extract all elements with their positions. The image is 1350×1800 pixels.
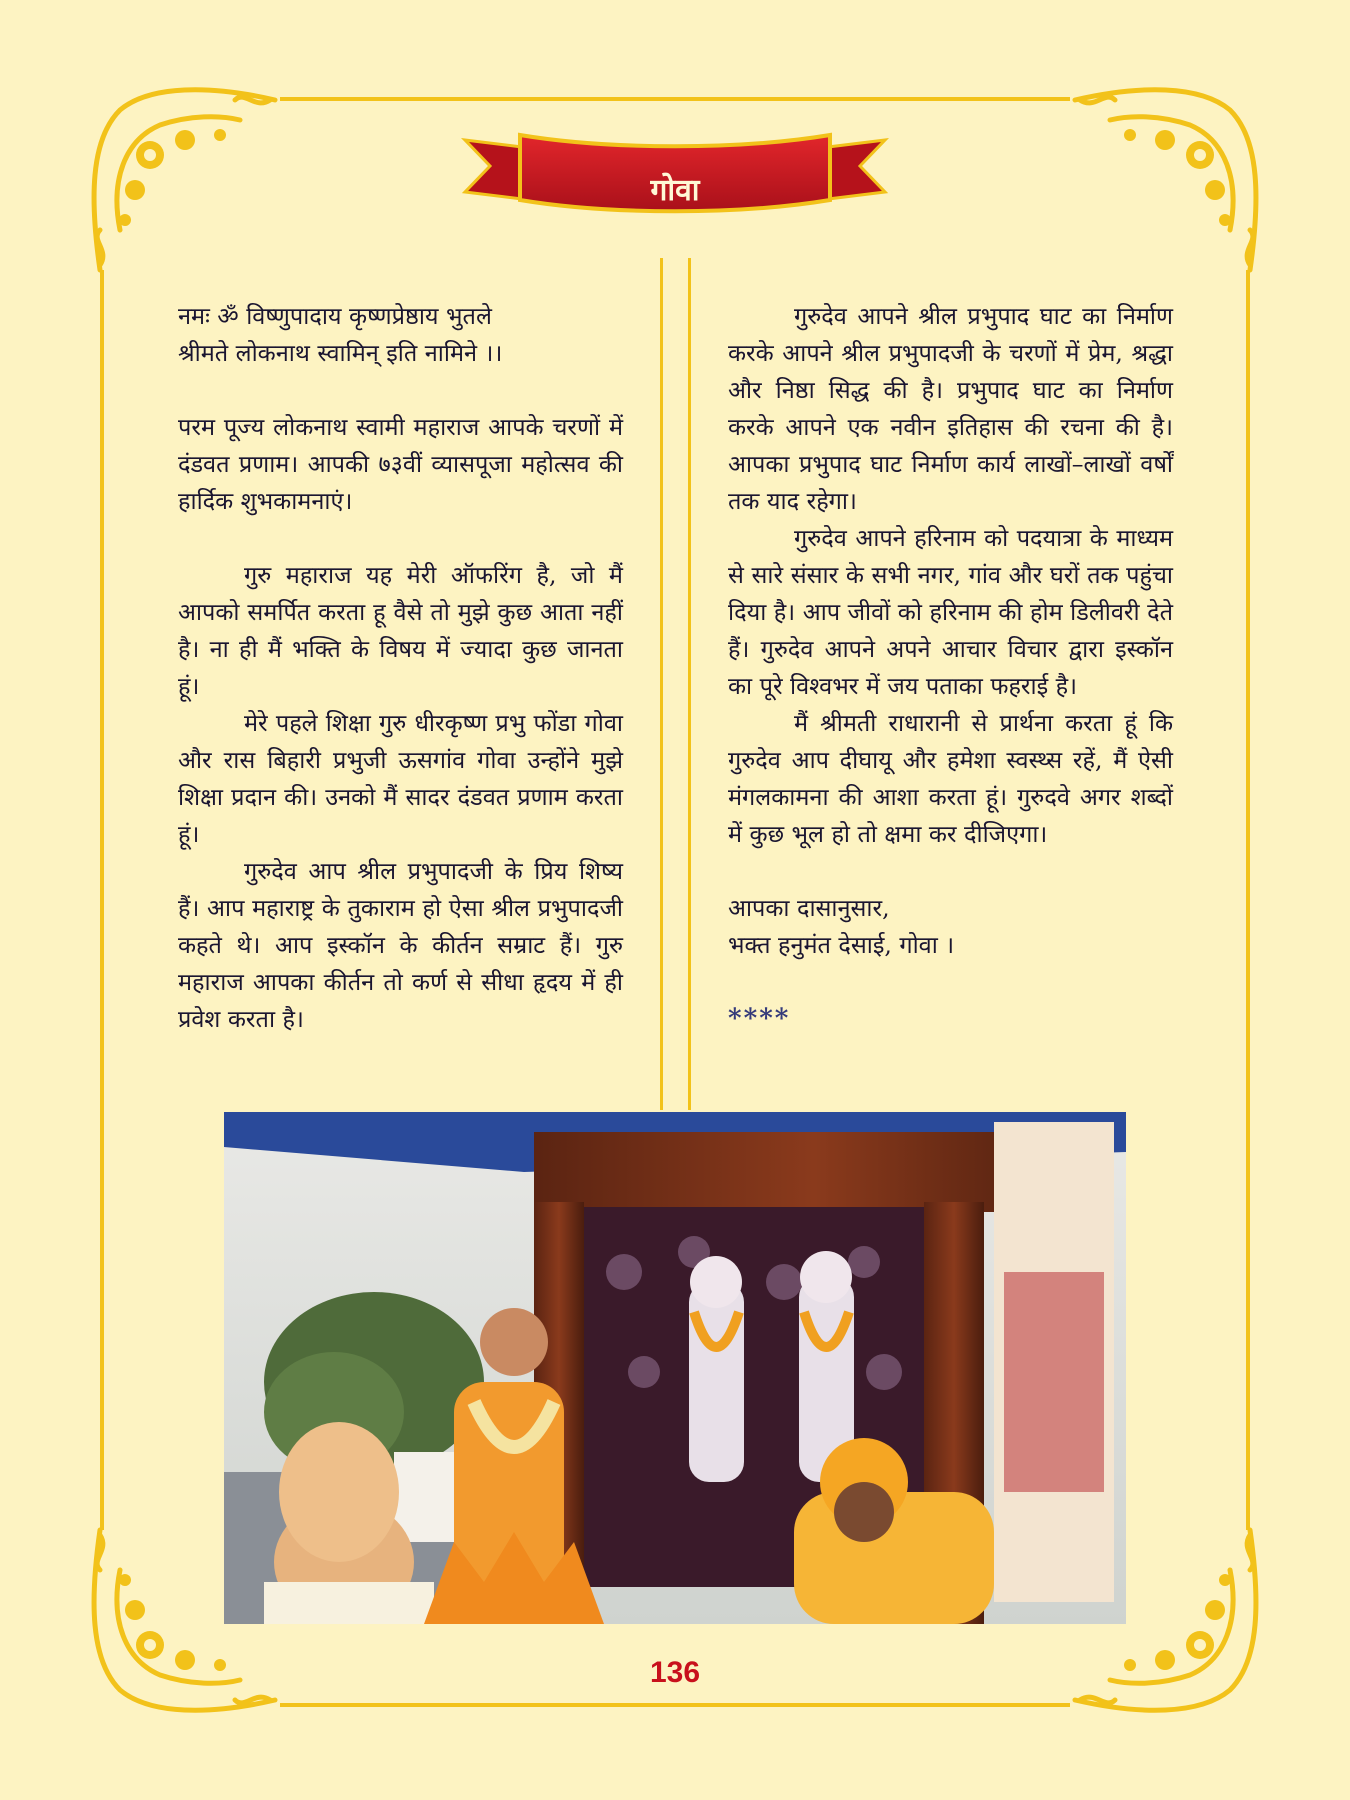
signoff-line: भक्त हनुमंत देसाई, गोवा । [728,931,955,959]
border-bottom [280,1703,1070,1707]
paragraph: परम पूज्य लोकनाथ स्वामी महाराज आपके चरणों में दंडवत प्रणाम। आपकी ७३वीं व्यासपूजा महोत्सव की हार्दिक शुभकामनाएं। [178,413,623,515]
column-divider-right [688,258,691,1110]
corner-ornament-icon [1070,80,1270,280]
paragraph: गुरुदेव आपने श्रील प्रभुपाद घाट का निर्माण करके आपने श्रील प्रभुपादजी के चरणों में प्रेम, श्रद्धा और निष्ठा सिद्ध की है। प्रभुपाद घाट का निर्माण करके आपने एक नवीन इतिहास की रचना की है। आपका प्रभुपाद घाट निर्माण कार्य लाखों–लाखों वर्षों तक याद रहेगा। [728,302,1173,515]
mantra-line: श्रीमते लोकनाथ स्वामिन् इति नामिने ।। [178,339,503,367]
border-top [280,97,1070,101]
paragraph: गुरुदेव आप श्रील प्रभुपादजी के प्रिय शिष्य हैं। आप महाराष्ट्र के तुकाराम हो ऐसा श्रील प्रभुपादजी कहते थे। आप इस्कॉन के कीर्तन सम्राट हैं। गुरु महाराज आपका कीर्तन तो कर्ण से सीधा हृदय में ही प्रवेश करता है। [178,857,623,1033]
paragraph: मेरे पहले शिक्षा गुरु धीरकृष्ण प्रभु फोंडा गोवा और रास बिहारी प्रभुजी ऊसगांव गोवा उन्होंने मुझे शिक्षा प्रदान की। उनको मैं सादर दंडवत प्रणाम करता हूं। [178,709,623,848]
border-left [100,270,104,1530]
signoff-line: आपका दासानुसार, [728,894,890,922]
page-title: गोवा [650,173,700,208]
column-divider-left [660,258,663,1110]
paragraph: गुरुदेव आपने हरिनाम को पदयात्रा के माध्यम से सारे संसार के सभी नगर, गांव और घरों तक पहुंचा दिया है। आप जीवों को हरिनाम की होम डिलीवरी देते हैं। गुरुदेव आपने अपने आचार विचार द्वारा इस्कॉन का पूरे विश्वभर में जय पताका फहराई है। [728,524,1173,700]
page-number: 136 [649,1656,701,1689]
temple-photo [224,1112,1126,1624]
mantra-line: नमः ॐ विष्णुपादाय कृष्णप्रेष्ठाय भुतले [178,302,492,330]
left-column [178,298,623,1038]
right-column [728,298,1173,1038]
border-right [1246,270,1250,1530]
paragraph: मैं श्रीमती राधारानी से प्रार्थना करता हूं कि गुरुदेव आप दीघायू और हमेशा स्वस्थ्स रहें, मैं ऐसी मंगलकामना की आशा करता हूं। गुरुदवे अगर शब्दों में कुछ भूल हो तो क्षमा कर दीजिएगा। [728,709,1173,848]
section-end-stars: **** [728,1004,791,1034]
paragraph: गुरु महाराज यह मेरी ऑफरिंग है, जो मैं आपको समर्पित करता हू वैसे तो मुझे कुछ आता नहीं है। ना ही मैं भक्ति के विषय में ज्यादा कुछ जानता हूं। [178,561,623,700]
corner-ornament-icon [80,80,280,280]
